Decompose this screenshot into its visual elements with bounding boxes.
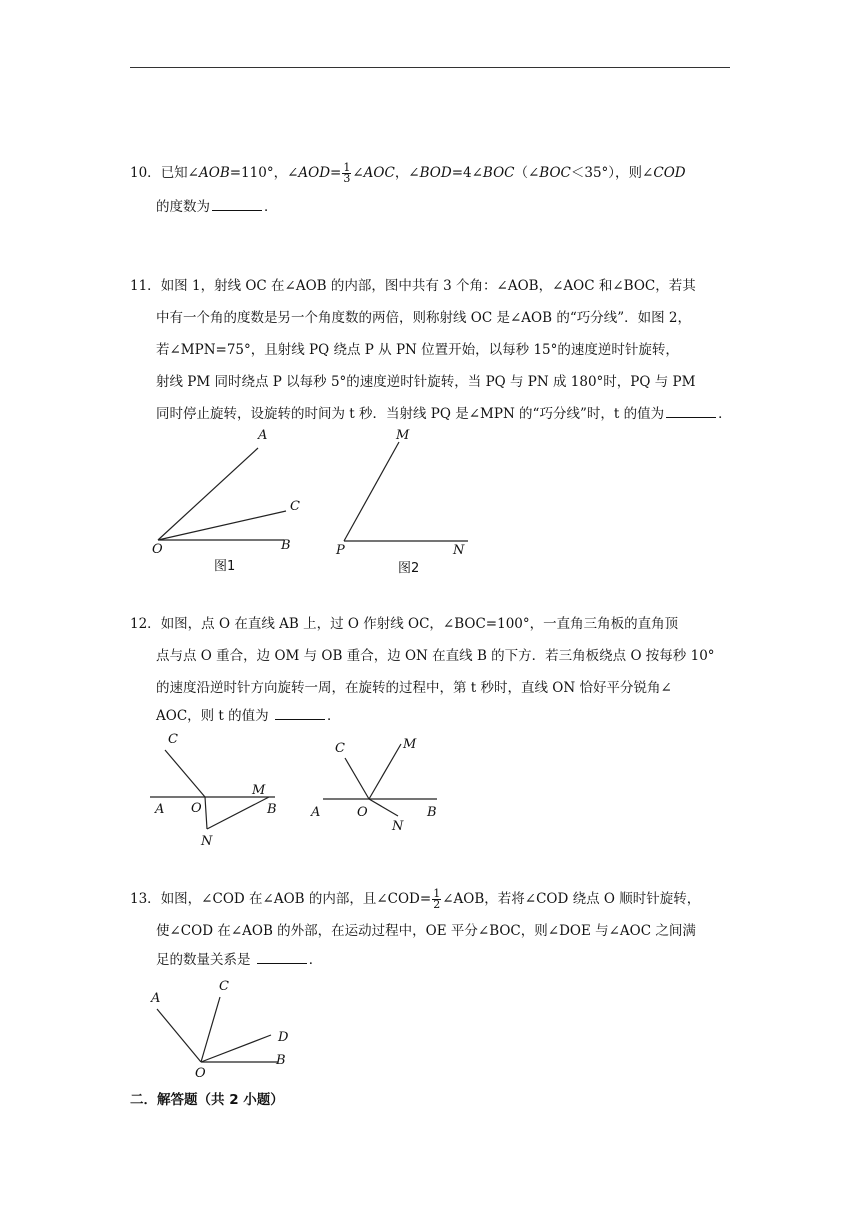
fraction-numerator: 1 <box>343 161 351 174</box>
q13-text: ∠AOB，若将∠COD 绕点 O 顺时针旋转， <box>442 891 701 907</box>
label-a: A <box>151 991 161 1006</box>
label-b: B <box>276 1053 286 1068</box>
q13-number: 13． <box>130 891 161 907</box>
ray-oc <box>158 511 286 540</box>
q10-text: BOC <box>539 165 571 181</box>
q12-line-2 <box>156 647 715 665</box>
q10-text: ∠ <box>352 165 364 181</box>
label-p: P <box>336 543 345 558</box>
answer-blank[interactable] <box>257 951 307 964</box>
label-c: C <box>219 979 229 994</box>
fraction-one-third <box>342 163 351 184</box>
q10-text: AOB <box>199 165 230 181</box>
q13-line-1 <box>130 889 700 910</box>
fraction-denominator: 2 <box>433 898 441 911</box>
figure-2 <box>330 425 480 585</box>
q10-text: ，∠ <box>394 165 420 181</box>
label-c: C <box>168 732 178 747</box>
q12-text: 点与点 O 重合，边 OM 与 OB 重合，边 ON 在直线 B 的下方．若三角板绕点 O 按每秒 10° <box>156 648 715 664</box>
q13-text: 如图，∠COD 在∠AOB 的内部，且∠COD= <box>160 891 432 907</box>
label-o: O <box>152 542 163 557</box>
label-n: N <box>453 543 465 558</box>
label-b: B <box>427 805 437 820</box>
label-m: M <box>396 428 410 443</box>
q12-line-4 <box>156 707 340 725</box>
label-b: B <box>281 538 291 553</box>
fraction-one-half <box>432 889 441 910</box>
label-n: N <box>392 819 404 834</box>
label-c: C <box>290 499 300 514</box>
ray-oc <box>201 997 220 1062</box>
figure-q12-a <box>145 728 295 853</box>
figure-q13 <box>145 975 305 1083</box>
answer-blank[interactable] <box>212 198 262 211</box>
q11-text: ． <box>718 406 732 422</box>
q10-line-2 <box>156 198 278 216</box>
q11-text: 射线 PM 同时绕点 P 以每秒 5°的速度逆时针旋转，当 PQ 与 PN 成 180°时，PQ 与 PM <box>156 374 696 390</box>
label-a: A <box>258 428 268 443</box>
q11-number: 11． <box>130 278 161 294</box>
section-heading: 二．解答题（共 2 小题） <box>130 1092 284 1108</box>
q11-line-4 <box>156 373 695 391</box>
ray-on <box>369 799 398 816</box>
answer-blank[interactable] <box>275 707 325 720</box>
ray-oa <box>158 448 258 540</box>
q10-text: BOC <box>482 165 515 181</box>
figure-1 <box>140 425 320 585</box>
q10-text: 已知∠ <box>160 165 199 181</box>
ray-oa <box>157 1009 201 1062</box>
q13-text: ． <box>308 952 323 968</box>
answer-blank[interactable] <box>666 405 716 418</box>
label-m: M <box>252 783 266 798</box>
label-a: A <box>155 802 165 817</box>
figure-2-caption: 图2 <box>398 561 420 576</box>
ray-om <box>369 744 401 799</box>
ray-oc <box>345 758 369 799</box>
label-n: N <box>201 834 213 849</box>
q10-text: AOD <box>298 165 331 181</box>
q10-text: ＜35°），则∠ <box>570 165 654 181</box>
q13-line-3 <box>156 951 322 969</box>
fraction-denominator: 3 <box>343 172 351 185</box>
q13-text: 足的数量关系是 <box>156 952 251 968</box>
label-m: M <box>403 737 417 752</box>
q10-text: AOC <box>363 165 395 181</box>
q10-text: =4∠ <box>451 165 483 181</box>
label-a: A <box>311 805 321 820</box>
figure-1-caption: 图1 <box>214 559 236 574</box>
ray-od <box>201 1035 271 1062</box>
q10-text: = <box>330 165 342 181</box>
q11-text: 若∠MPN=75°，且射线 PQ 绕点 P 从 PN 位置开始，以每秒 15°的速度逆时针旋转， <box>156 342 679 358</box>
q11-text: 中有一个角的度数是另一个角度数的两倍，则称射线 OC 是∠AOB 的“巧分线”．如图 2， <box>156 310 692 326</box>
q11-line-2 <box>156 309 691 327</box>
q12-text: 如图，点 O 在直线 AB 上，过 O 作射线 OC，∠BOC=100°，一直角三角板的直角顶 <box>160 616 679 632</box>
edge-on <box>205 797 207 829</box>
ray-oc <box>165 750 205 797</box>
q12-number: 12． <box>130 616 161 632</box>
label-d: D <box>278 1030 289 1045</box>
q13-line-2 <box>156 922 696 940</box>
q12-line-1 <box>130 615 678 633</box>
q12-text: AOC，则 t 的值为 <box>156 708 269 724</box>
q12-line-3 <box>156 679 672 697</box>
ray-pm <box>344 442 399 541</box>
q10-text: 的度数为 <box>156 199 210 215</box>
q11-line-3 <box>156 341 679 359</box>
q10-text: ． <box>264 199 278 215</box>
q10-line-1 <box>130 163 686 184</box>
q10-text: （∠ <box>514 165 540 181</box>
label-c: C <box>335 741 345 756</box>
label-o: O <box>191 801 202 816</box>
q10-text: BOD <box>419 165 452 181</box>
header-rule <box>130 67 730 68</box>
q11-text: 如图 1，射线 OC 在∠AOB 的内部，图中共有 3 个角：∠AOB，∠AOC 和∠BOC，若其 <box>160 278 696 294</box>
label-o: O <box>195 1066 206 1081</box>
q10-text: COD <box>653 165 686 181</box>
edge-nm <box>207 797 269 829</box>
q10-number: 10． <box>130 165 161 181</box>
q12-text: ． <box>326 708 341 724</box>
label-b: B <box>267 802 277 817</box>
label-o: O <box>357 805 368 820</box>
q13-text: 使∠COD 在∠AOB 的外部，在运动过程中，OE 平分∠BOC，则∠DOE 与∠AOC 之间满 <box>156 923 696 939</box>
q11-line-1 <box>130 277 696 295</box>
q12-text: 的速度沿逆时针方向旋转一周，在旋转的过程中，第 t 秒时，直线 ON 恰好平分锐角∠ <box>156 680 672 696</box>
q11-text: 同时停止旋转，设旋转的时间为 t 秒．当射线 PQ 是∠MPN 的“巧分线”时，t 的值为 <box>156 406 665 422</box>
q11-line-5 <box>156 405 732 423</box>
q10-text: =110°，∠ <box>229 165 299 181</box>
figure-q12-b <box>305 728 455 838</box>
fraction-numerator: 1 <box>433 887 441 900</box>
